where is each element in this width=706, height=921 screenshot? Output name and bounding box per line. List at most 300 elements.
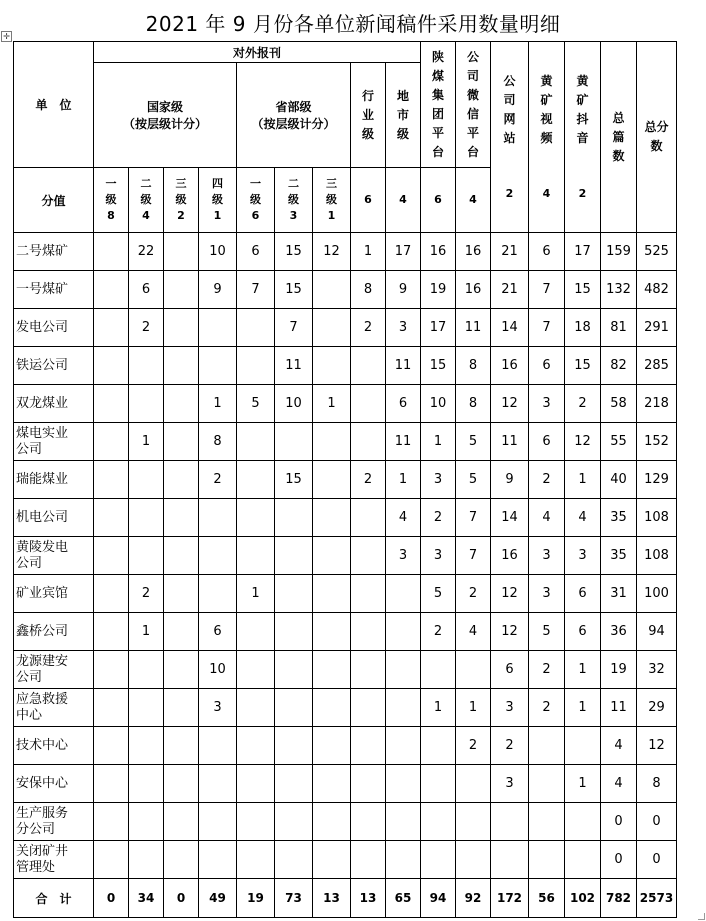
value-cell: 0	[637, 841, 677, 879]
website-header	[491, 42, 529, 233]
value-cell	[275, 423, 313, 461]
unit-name	[14, 765, 94, 803]
value-cell	[386, 689, 421, 727]
video-char: 黄	[540, 74, 553, 88]
value-cell: 9	[199, 271, 237, 309]
value-cell: 7	[456, 537, 491, 575]
video-char: 频	[540, 131, 553, 145]
provincial-label: 省部级	[275, 100, 312, 114]
national-header	[94, 63, 237, 168]
douyin-header	[565, 42, 601, 233]
value-cell	[386, 613, 421, 651]
value-cell	[421, 727, 456, 765]
value-cell: 1	[565, 689, 601, 727]
value-cell: 6	[565, 613, 601, 651]
value-cell: 4	[529, 499, 565, 537]
unit-name	[14, 613, 94, 651]
unit-name	[14, 651, 94, 689]
value-cell	[94, 423, 129, 461]
unit-name-line: 公司	[16, 441, 43, 457]
value-cell: 15	[275, 233, 313, 271]
value-cell: 94	[637, 613, 677, 651]
website-char: 公	[503, 74, 516, 88]
value-cell: 15	[565, 347, 601, 385]
value-cell	[164, 461, 199, 499]
value-cell: 16	[491, 537, 529, 575]
value-cell	[164, 423, 199, 461]
value-cell: 19	[421, 271, 456, 309]
level-points: 8	[107, 209, 115, 222]
table-move-handle-icon[interactable]: ✛	[1, 31, 12, 42]
value-cell: 1	[199, 385, 237, 423]
value-cell	[164, 575, 199, 613]
value-cell: 31	[601, 575, 637, 613]
value-cell	[237, 613, 275, 651]
value-cell: 6	[529, 423, 565, 461]
table-row	[14, 461, 677, 499]
points-value: 4	[542, 187, 551, 200]
value-cell: 1	[313, 385, 351, 423]
unit-name-line: 公司	[16, 555, 43, 571]
unit-name	[14, 347, 94, 385]
value-cell: 6	[129, 271, 164, 309]
unit-header	[14, 42, 94, 168]
wechat-char: 微	[466, 87, 479, 102]
unit-name-line: 机电公司	[16, 509, 69, 525]
level-header	[237, 168, 275, 233]
value-cell	[275, 689, 313, 727]
table-row	[14, 727, 677, 765]
resize-handle-icon[interactable]	[698, 913, 705, 920]
value-cell: 8	[456, 347, 491, 385]
value-cell	[237, 841, 275, 879]
unit-name-line: 矿业宾馆	[16, 585, 69, 601]
city-char: 地	[396, 88, 409, 103]
value-cell	[386, 803, 421, 841]
total-value: 73	[275, 879, 313, 918]
value-cell: 8	[637, 765, 677, 803]
value-cell	[351, 765, 386, 803]
value-cell: 1	[351, 233, 386, 271]
value-cell	[129, 347, 164, 385]
table-row	[14, 841, 677, 879]
value-cell	[94, 309, 129, 347]
video-char: 视	[540, 112, 553, 126]
value-cell	[386, 727, 421, 765]
value-cell	[313, 841, 351, 879]
value-cell: 3	[386, 309, 421, 347]
value-cell	[164, 271, 199, 309]
value-cell	[351, 803, 386, 841]
level-char: 三	[175, 177, 187, 190]
value-cell: 81	[601, 309, 637, 347]
value-cell	[351, 613, 386, 651]
value-cell: 129	[637, 461, 677, 499]
level-char: 三	[326, 177, 337, 190]
value-cell	[456, 765, 491, 803]
wechat-char: 公	[466, 49, 479, 64]
score-label-text: 分值	[41, 193, 66, 208]
unit-name-line: 应急救援	[16, 691, 69, 707]
table-row	[14, 803, 677, 841]
value-cell	[313, 727, 351, 765]
level-char: 级	[105, 193, 117, 206]
value-cell	[129, 385, 164, 423]
total-score-header	[637, 42, 677, 233]
unit-name	[14, 727, 94, 765]
unit-name	[14, 385, 94, 423]
total-value: 2573	[637, 879, 677, 918]
value-cell	[421, 803, 456, 841]
value-cell	[237, 347, 275, 385]
points-value: 2	[578, 187, 587, 200]
value-cell: 11	[601, 689, 637, 727]
value-cell: 1	[565, 765, 601, 803]
website-char: 站	[503, 131, 516, 145]
level-char: 一	[105, 177, 117, 190]
douyin-char: 黄	[576, 74, 589, 88]
value-cell: 132	[601, 271, 637, 309]
douyin-char: 抖	[576, 112, 589, 126]
total-value: 0	[164, 879, 199, 918]
value-cell: 11	[386, 347, 421, 385]
value-cell: 159	[601, 233, 637, 271]
value-cell	[199, 727, 237, 765]
value-cell	[237, 651, 275, 689]
industry-char: 业	[361, 107, 374, 122]
wechat-char: 台	[466, 144, 479, 159]
value-cell: 2	[456, 575, 491, 613]
value-cell	[164, 347, 199, 385]
value-cell: 9	[386, 271, 421, 309]
value-cell	[491, 841, 529, 879]
unit-name-line: 安保中心	[16, 775, 69, 791]
value-cell: 11	[456, 309, 491, 347]
value-cell	[275, 537, 313, 575]
value-cell	[275, 651, 313, 689]
unit-name	[14, 271, 94, 309]
provincial-header	[237, 63, 351, 168]
value-cell	[199, 575, 237, 613]
national-note: （按层级计分）	[122, 117, 207, 131]
value-cell: 17	[421, 309, 456, 347]
level-points: 1	[213, 209, 222, 222]
value-cell: 0	[637, 803, 677, 841]
value-cell: 21	[491, 271, 529, 309]
unit-name	[14, 233, 94, 271]
value-cell: 6	[529, 347, 565, 385]
value-cell: 3	[529, 537, 565, 575]
industry-char: 级	[361, 126, 374, 141]
value-cell: 152	[637, 423, 677, 461]
value-cell	[94, 461, 129, 499]
unit-name-line: 公司	[16, 669, 43, 685]
douyin-char: 矿	[576, 93, 589, 107]
value-cell	[313, 575, 351, 613]
level-points: 4	[142, 209, 150, 222]
value-cell: 16	[421, 233, 456, 271]
value-cell: 17	[565, 233, 601, 271]
unit-header-label: 单 位	[35, 98, 72, 112]
value-cell	[456, 803, 491, 841]
value-cell: 6	[491, 651, 529, 689]
value-cell	[94, 271, 129, 309]
value-cell	[129, 765, 164, 803]
value-cell: 15	[421, 347, 456, 385]
industry-char: 行	[361, 88, 374, 103]
value-cell: 15	[275, 271, 313, 309]
value-cell: 11	[275, 347, 313, 385]
value-cell: 4	[565, 499, 601, 537]
value-cell	[351, 347, 386, 385]
value-cell	[313, 689, 351, 727]
value-cell	[529, 841, 565, 879]
value-cell: 14	[491, 309, 529, 347]
unit-name	[14, 803, 94, 841]
value-cell: 2	[351, 461, 386, 499]
unit-name-line: 鑫桥公司	[16, 623, 69, 639]
value-cell	[164, 803, 199, 841]
value-cell: 7	[237, 271, 275, 309]
unit-name-line: 二号煤矿	[16, 243, 69, 259]
website-char: 司	[503, 93, 516, 107]
wechat-char: 司	[466, 68, 479, 83]
value-cell: 108	[637, 537, 677, 575]
value-cell: 8	[199, 423, 237, 461]
value-cell	[275, 499, 313, 537]
value-cell: 2	[565, 385, 601, 423]
total-value: 94	[421, 879, 456, 918]
shaanmei-char: 平	[431, 125, 444, 140]
unit-name	[14, 499, 94, 537]
total-count-header	[601, 42, 637, 233]
total_count-char: 总	[612, 110, 625, 125]
unit-name-line: 一号煤矿	[16, 281, 69, 297]
shaanmei-char: 团	[431, 106, 444, 121]
value-cell: 6	[529, 233, 565, 271]
value-cell: 15	[565, 271, 601, 309]
value-cell: 2	[529, 689, 565, 727]
value-cell: 218	[637, 385, 677, 423]
total-value: 65	[386, 879, 421, 918]
value-cell: 2	[529, 461, 565, 499]
value-cell	[164, 613, 199, 651]
value-cell	[529, 803, 565, 841]
unit-name-line: 龙源建安	[16, 653, 69, 669]
value-cell: 6	[565, 575, 601, 613]
value-cell: 3	[421, 461, 456, 499]
value-cell: 19	[601, 651, 637, 689]
level-char: 级	[250, 193, 261, 206]
value-cell	[386, 651, 421, 689]
level-points: 2	[177, 209, 185, 222]
totals-label-text: 合 计	[35, 891, 72, 906]
value-cell	[94, 537, 129, 575]
unit-name-line: 关闭矿井	[16, 843, 69, 859]
industry-header	[351, 63, 386, 168]
value-cell	[237, 309, 275, 347]
value-cell: 482	[637, 271, 677, 309]
value-cell: 8	[351, 271, 386, 309]
value-cell	[565, 803, 601, 841]
total-value: 92	[456, 879, 491, 918]
value-cell: 3	[529, 385, 565, 423]
value-cell	[237, 537, 275, 575]
value-cell	[351, 841, 386, 879]
unit-name-line: 生产服务	[16, 805, 69, 821]
value-cell	[237, 461, 275, 499]
level-header	[94, 168, 129, 233]
value-cell	[565, 841, 601, 879]
value-cell	[237, 499, 275, 537]
total-value: 782	[601, 879, 637, 918]
value-cell: 3	[529, 575, 565, 613]
value-cell: 100	[637, 575, 677, 613]
value-cell: 35	[601, 499, 637, 537]
value-cell	[237, 423, 275, 461]
value-cell	[421, 651, 456, 689]
value-cell	[275, 765, 313, 803]
value-cell	[351, 575, 386, 613]
value-cell: 1	[386, 461, 421, 499]
value-cell	[456, 651, 491, 689]
value-cell: 1	[456, 689, 491, 727]
value-cell: 9	[491, 461, 529, 499]
unit-name	[14, 537, 94, 575]
value-cell: 3	[421, 537, 456, 575]
table-row	[14, 613, 677, 651]
value-cell: 2	[199, 461, 237, 499]
value-cell: 1	[421, 689, 456, 727]
table-row	[14, 537, 677, 575]
value-cell: 5	[456, 461, 491, 499]
value-cell	[313, 423, 351, 461]
unit-name-line: 瑞能煤业	[16, 471, 69, 487]
value-cell: 3	[199, 689, 237, 727]
unit-name-line: 发电公司	[16, 319, 69, 335]
value-cell: 8	[456, 385, 491, 423]
total-value: 13	[313, 879, 351, 918]
value-cell: 285	[637, 347, 677, 385]
value-cell: 11	[491, 423, 529, 461]
shaanmei-char: 陕	[431, 49, 444, 64]
unit-name-line: 煤电实业	[16, 425, 69, 441]
value-cell	[94, 385, 129, 423]
table-row	[14, 423, 677, 461]
total-score-char: 总分	[644, 120, 669, 134]
level-header	[199, 168, 237, 233]
value-cell	[237, 765, 275, 803]
value-cell: 36	[601, 613, 637, 651]
value-cell	[199, 765, 237, 803]
score-label	[14, 168, 94, 233]
value-cell: 10	[275, 385, 313, 423]
value-cell	[351, 423, 386, 461]
value-cell	[94, 575, 129, 613]
value-cell	[275, 803, 313, 841]
value-cell	[94, 841, 129, 879]
value-cell	[421, 841, 456, 879]
website-char: 网	[503, 112, 516, 126]
value-cell: 4	[601, 727, 637, 765]
unit-name	[14, 841, 94, 879]
external-press-header	[94, 42, 421, 63]
value-cell	[129, 689, 164, 727]
value-cell: 16	[456, 233, 491, 271]
value-cell: 4	[386, 499, 421, 537]
value-cell: 17	[386, 233, 421, 271]
value-cell: 108	[637, 499, 677, 537]
value-cell	[565, 727, 601, 765]
unit-name-line: 铁运公司	[16, 357, 69, 373]
value-cell: 6	[237, 233, 275, 271]
value-cell: 5	[237, 385, 275, 423]
value-cell	[351, 651, 386, 689]
douyin-char: 音	[576, 131, 589, 145]
value-cell	[351, 537, 386, 575]
total-value: 0	[94, 879, 129, 918]
city-char: 市	[396, 107, 409, 122]
value-cell	[386, 841, 421, 879]
unit-name-line: 中心	[16, 707, 43, 723]
value-cell	[529, 765, 565, 803]
value-cell	[199, 537, 237, 575]
table-row	[14, 499, 677, 537]
value-cell	[313, 651, 351, 689]
value-cell	[351, 727, 386, 765]
value-cell	[386, 575, 421, 613]
wechat-char: 信	[466, 106, 479, 121]
value-cell	[94, 499, 129, 537]
value-cell: 291	[637, 309, 677, 347]
value-cell	[129, 651, 164, 689]
level-char: 级	[212, 193, 223, 206]
value-cell: 12	[565, 423, 601, 461]
value-cell	[129, 803, 164, 841]
shaanmei-char: 煤	[431, 68, 444, 83]
unit-name	[14, 423, 94, 461]
value-cell	[164, 309, 199, 347]
total_count-char: 数	[612, 148, 625, 163]
level-char: 四	[212, 177, 223, 190]
total-value: 49	[199, 879, 237, 918]
unit-name	[14, 309, 94, 347]
value-cell: 2	[529, 651, 565, 689]
value-cell: 4	[601, 765, 637, 803]
wechat-platform-header	[456, 42, 491, 168]
value-cell	[491, 803, 529, 841]
level-points: 3	[289, 209, 298, 222]
value-cell: 15	[275, 461, 313, 499]
value-cell	[237, 727, 275, 765]
value-cell: 2	[351, 309, 386, 347]
external-press-label: 对外报刊	[232, 45, 281, 60]
value-cell: 40	[601, 461, 637, 499]
value-cell	[456, 841, 491, 879]
value-cell	[164, 499, 199, 537]
level-char: 级	[326, 193, 337, 206]
value-cell	[129, 499, 164, 537]
value-cell	[164, 689, 199, 727]
level-char: 一	[250, 177, 261, 190]
level-header	[275, 168, 313, 233]
value-cell: 55	[601, 423, 637, 461]
value-cell: 2	[421, 613, 456, 651]
points-value: 2	[505, 187, 514, 200]
page-title: 2021 年 9 月份各单位新闻稿件采用数量明细	[145, 12, 561, 36]
value-cell	[129, 727, 164, 765]
value-cell: 2	[491, 727, 529, 765]
